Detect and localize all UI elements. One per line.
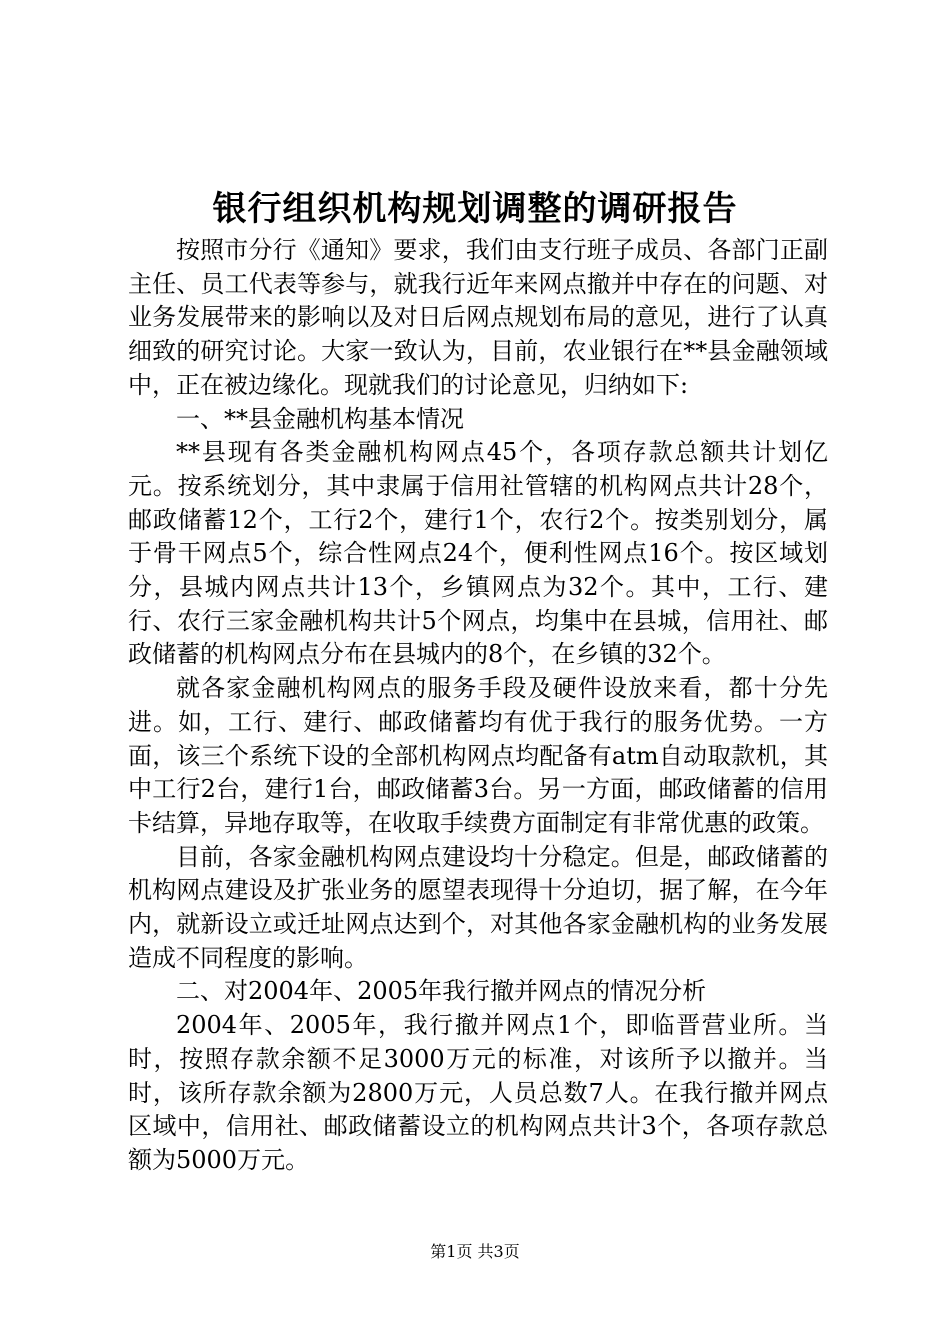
paragraph-services: 就各家金融机构网点的服务手段及硬件设放来看，都十分先进。如，工行、建行、邮政储蓄均有优于我行的服务优势。一方面，该三个系统下设的全部机构网点均配备有atm自动取款机，其中工行2台，建行1台，邮政储蓄3台。另一方面，邮政储蓄的信用卡结算，异地存取等，在收取手续费方面制定有非常优惠的政策。 — [128, 674, 828, 837]
paragraph-current-status: 目前，各家金融机构网点建设均十分稳定。但是，邮政储蓄的机构网点建设及扩张业务的愿望表现得十分迫切，据了解，在今年内，就新设立或迁址网点达到个，对其他各家金融机构的业务发展造成不同程度的影响。 — [128, 842, 828, 972]
paragraph-institutions: **县现有各类金融机构网点45个，各项存款总额共计划亿元。按系统划分，其中隶属于信用社管辖的机构网点共计28个，邮政储蓄12个，工行2个，建行1个，农行2个。按类别划分，属于骨干网点5个，综合性网点24个，便利性网点16个。按区域划分，县城内网点共计13个，乡镇网点为32个。其中，工行、建行、农行三家金融机构共计5个网点，均集中在县城，信用社、邮政储蓄的机构网点分布在县城内的8个，在乡镇的32个。 — [128, 438, 828, 669]
page-indicator: 第1页 共3页 — [430, 1242, 520, 1261]
section-heading-2: 二、对2004年、2005年我行撤并网点的情况分析 — [176, 977, 707, 1006]
section-heading-1: 一、**县金融机构基本情况 — [176, 404, 464, 433]
paragraph-intro: 按照市分行《通知》要求，我们由支行班子成员、各部门正副主任、员工代表等参与，就我行近年来网点撤并中存在的问题、对业务发展带来的影响以及对日后网点规划布局的意见，进行了认真细致的研究讨论。大家一致认为，目前，农业银行在**县金融领域中，正在被边缘化。现就我们的讨论意见，归纳如下: — [128, 236, 828, 399]
document-body — [128, 234, 828, 1178]
paragraph-analysis: 2004年、2005年，我行撤并网点1个，即临晋营业所。当时，按照存款余额不足3000万元的标准，对该所予以撤并。当时，该所存款余额为2800万元，人员总数7人。在我行撤并网点区域中，信用社、邮政储蓄设立的机构网点共计3个，各项存款总额为5000万元。 — [128, 1011, 828, 1174]
document-title: 银行组织机构规划调整的调研报告 — [212, 189, 738, 229]
